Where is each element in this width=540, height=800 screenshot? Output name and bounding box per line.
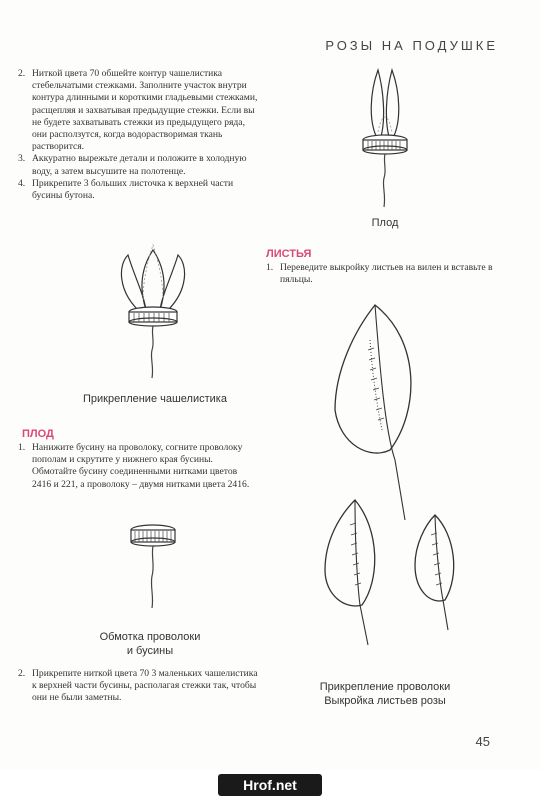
fruit-steps-2 bbox=[18, 668, 258, 705]
fruit-bud-illustration bbox=[340, 62, 430, 212]
steps-top bbox=[18, 68, 258, 202]
caption-sepal-attach: Прикрепление чашелистика bbox=[83, 393, 227, 405]
fruit-steps bbox=[18, 442, 258, 491]
caption-leaves: Прикрепление проволоки Выкройка листьев розы bbox=[319, 681, 451, 707]
sepal-attach-illustration bbox=[98, 240, 208, 380]
list-item: 1. Нанижите бусину на проволоку, согните проволоку пополам и скрутите у нижнего края бусины. Обмотайте бусину соединенными нитками цветов 2416 и 221, а проволоку – двумя нитками цвета 2416. bbox=[18, 442, 250, 490]
leaves-steps bbox=[266, 262, 506, 286]
list-item: 2. Ниткой цвета 70 обшейте контур чашелистика стебельчатыми стежками. Заполните участок внутри контура длинными и короткими гладьевыми стежками, расщепляя и захватывая предыдущие стежки. Если вы не будете захватывать стежки из предыдущего ряда, они расползутся, когда водорастворимая ткань растворится. bbox=[18, 68, 258, 153]
list-item: 3. Аккуратно вырежьте детали и положите в холодную воду, а затем высушите на полотенце. bbox=[18, 153, 247, 177]
section-heading-fruit: ПЛОД bbox=[22, 428, 54, 440]
site-logo[interactable]: Hrof.net bbox=[218, 774, 322, 796]
page-number: 45 bbox=[475, 734, 490, 749]
page-header: РОЗЫ НА ПОДУШКЕ bbox=[325, 38, 498, 53]
list-item: 1. Переведите выкройку листьев на вилен и вставьте в пяльцы. bbox=[266, 262, 493, 286]
caption-fruit-top: Плод bbox=[371, 217, 399, 229]
caption-wrap: Обмотка проволоки и бусины bbox=[99, 631, 201, 657]
leaves-illustration bbox=[300, 300, 500, 660]
small-leaf bbox=[415, 515, 454, 601]
list-item: 4. Прикрепите 3 больших листочка к верхней части бусины бутона. bbox=[18, 177, 234, 202]
medium-leaf bbox=[325, 500, 375, 606]
section-heading-leaves: ЛИСТЬЯ bbox=[266, 248, 312, 260]
bead-wrap-illustration bbox=[118, 520, 188, 610]
list-item: 2. Прикрепите ниткой цвета 70 3 маленьких чашелистика к верхней части бусины, располагая стежки так, чтобы они не были заметны. bbox=[18, 668, 258, 704]
